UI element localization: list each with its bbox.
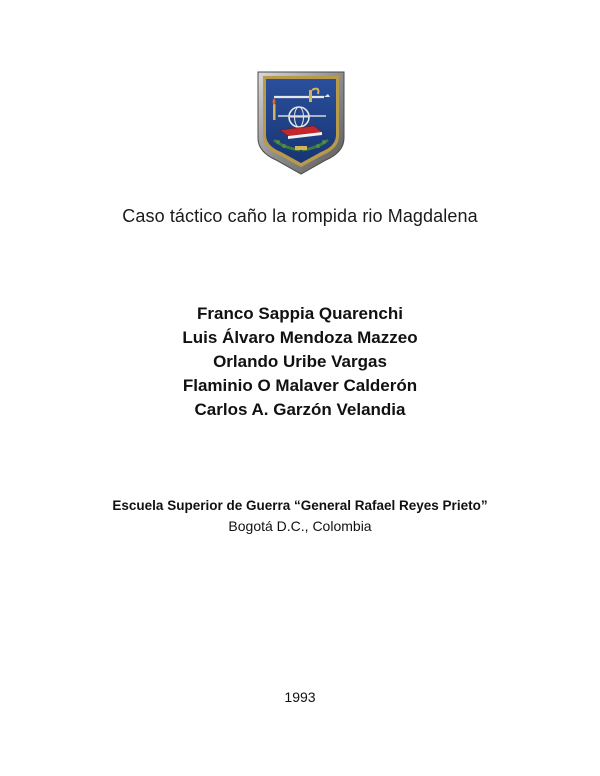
- military-school-crest-icon: [254, 68, 348, 178]
- author-name: Carlos A. Garzón Velandia: [194, 400, 406, 419]
- institution-name: Escuela Superior de Guerra “General Rafael Reyes Prieto”: [112, 498, 488, 513]
- publication-year: 1993: [284, 689, 316, 705]
- author-list: [0, 302, 600, 422]
- document-title: Caso táctico caño la rompida rio Magdalena: [122, 206, 478, 226]
- author-name: Luis Álvaro Mendoza Mazzeo: [182, 328, 418, 347]
- publication-city: Bogotá D.C., Colombia: [228, 518, 372, 534]
- author-name: Orlando Uribe Vargas: [213, 352, 387, 371]
- author-name: Flaminio O Malaver Calderón: [182, 376, 418, 395]
- author-name: Franco Sappia Quarenchi: [197, 304, 403, 323]
